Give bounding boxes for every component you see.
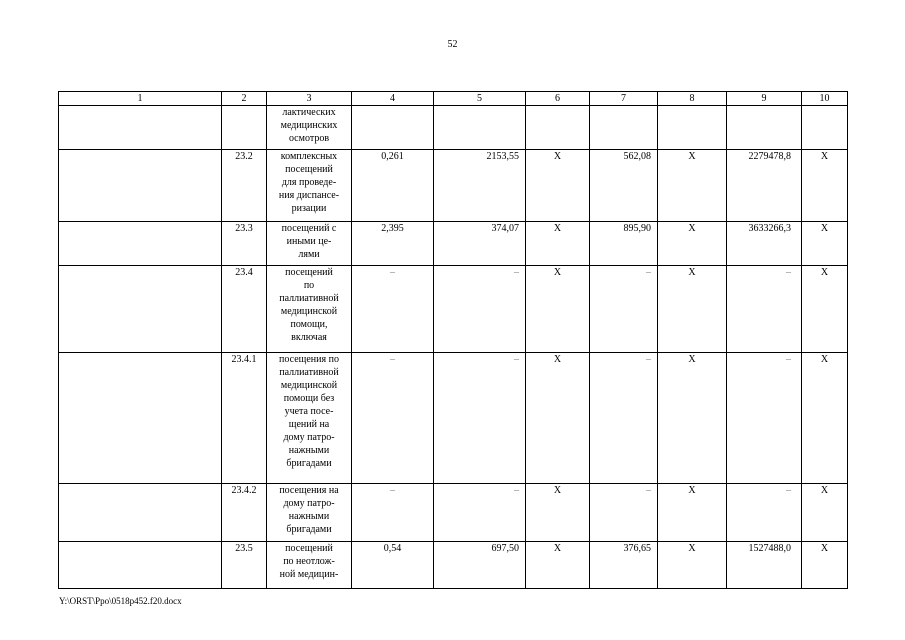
column-number: 1	[59, 92, 222, 106]
description-line: комплексных	[280, 151, 338, 162]
col7-cell: –	[590, 353, 658, 484]
description-line: дому патро-	[283, 432, 335, 443]
volume-cell	[352, 106, 434, 150]
description-line: ризации	[291, 203, 327, 214]
item-number-cell: 23.4.2	[222, 484, 267, 542]
description-line: бригадами	[286, 458, 332, 469]
description-line: посещений	[285, 543, 333, 554]
col6-cell: X	[526, 353, 590, 484]
item-description-cell	[267, 484, 352, 542]
cost-cell: 374,07	[434, 222, 526, 266]
col10-cell: X	[802, 484, 848, 542]
cost-cell: 2153,55	[434, 150, 526, 222]
description-line: посещений	[285, 267, 333, 278]
col6-cell	[526, 106, 590, 150]
col7-cell: 376,65	[590, 542, 658, 589]
cost-cell: 697,50	[434, 542, 526, 589]
cost-cell: –	[434, 266, 526, 353]
item-number-cell: 23.4	[222, 266, 267, 353]
table-row	[59, 542, 848, 589]
col8-cell	[658, 106, 727, 150]
col9-cell: 2279478,8	[727, 150, 802, 222]
table-row	[59, 484, 848, 542]
description-line: ния диспансе-	[278, 190, 340, 201]
column-number: 4	[352, 92, 434, 106]
col6-cell: X	[526, 222, 590, 266]
col10-cell: X	[802, 353, 848, 484]
item-description-cell	[267, 353, 352, 484]
description-line: по	[303, 280, 315, 291]
volume-cell: 0,54	[352, 542, 434, 589]
description-line: лями	[298, 249, 320, 260]
description-line: включая	[291, 332, 327, 343]
column-number: 6	[526, 92, 590, 106]
description-line: медицинской	[280, 380, 338, 391]
col7-cell: –	[590, 266, 658, 353]
description-line: для проведе-	[281, 177, 337, 188]
description-line: посещений с	[281, 223, 337, 234]
column-number: 3	[267, 92, 352, 106]
col6-cell: X	[526, 542, 590, 589]
row-group-cell	[59, 150, 222, 222]
col10-cell: X	[802, 150, 848, 222]
volume-cell: 0,261	[352, 150, 434, 222]
column-number: 10	[802, 92, 848, 106]
description-line: ной медицин-	[279, 569, 339, 580]
column-number: 2	[222, 92, 267, 106]
description-line: учета посе-	[284, 406, 334, 417]
table-row	[59, 150, 848, 222]
table-row	[59, 106, 848, 150]
page-number: 52	[447, 39, 458, 50]
col9-cell: 3633266,3	[727, 222, 802, 266]
item-description-cell	[267, 106, 352, 150]
col9-cell: –	[727, 266, 802, 353]
col9-cell: –	[727, 484, 802, 542]
description-line: помощи без	[283, 393, 335, 404]
description-line: посещений	[285, 164, 333, 175]
description-line: медицинской	[280, 306, 338, 317]
cost-cell	[434, 106, 526, 150]
description-line: паллиативной	[279, 293, 339, 304]
table-row	[59, 266, 848, 353]
item-description-cell	[267, 542, 352, 589]
description-line: нажными	[288, 445, 330, 456]
description-line: помощи,	[290, 319, 328, 330]
row-group-cell	[59, 106, 222, 150]
col6-cell: X	[526, 266, 590, 353]
item-number-cell	[222, 106, 267, 150]
col9-cell: –	[727, 353, 802, 484]
description-line: иными це-	[286, 236, 332, 247]
col7-cell	[590, 106, 658, 150]
footer-file-path: Y:\ORST\Ppo\0518p452.f20.docx	[59, 596, 182, 606]
item-number-cell: 23.3	[222, 222, 267, 266]
column-number: 8	[658, 92, 727, 106]
item-number-cell: 23.5	[222, 542, 267, 589]
description-line: посещения на	[279, 485, 339, 496]
col8-cell: X	[658, 484, 727, 542]
col7-cell: 895,90	[590, 222, 658, 266]
col7-cell: –	[590, 484, 658, 542]
volume-cell: –	[352, 484, 434, 542]
description-line: щений на	[288, 419, 330, 430]
col9-cell: 1527488,0	[727, 542, 802, 589]
col8-cell: X	[658, 542, 727, 589]
column-number-row	[59, 92, 848, 106]
item-description-cell	[267, 222, 352, 266]
cost-cell: –	[434, 353, 526, 484]
tariff-table	[58, 91, 848, 589]
table-row	[59, 222, 848, 266]
table-row	[59, 353, 848, 484]
item-description-cell	[267, 266, 352, 353]
row-group-cell	[59, 266, 222, 353]
description-line: посещения по	[279, 354, 339, 365]
col10-cell: X	[802, 222, 848, 266]
item-description-cell	[267, 150, 352, 222]
description-line: дому патро-	[283, 498, 335, 509]
volume-cell: –	[352, 353, 434, 484]
col6-cell: X	[526, 150, 590, 222]
row-group-cell	[59, 222, 222, 266]
column-number: 7	[590, 92, 658, 106]
col9-cell	[727, 106, 802, 150]
item-number-cell: 23.2	[222, 150, 267, 222]
cost-cell: –	[434, 484, 526, 542]
col8-cell: X	[658, 266, 727, 353]
col10-cell: X	[802, 266, 848, 353]
col10-cell	[802, 106, 848, 150]
description-line: нажными	[288, 511, 330, 522]
item-number-cell: 23.4.1	[222, 353, 267, 484]
row-group-cell	[59, 484, 222, 542]
description-line: паллиативной	[279, 367, 339, 378]
col8-cell: X	[658, 150, 727, 222]
col8-cell: X	[658, 353, 727, 484]
column-number: 5	[434, 92, 526, 106]
description-line: осмотров	[288, 133, 330, 144]
volume-cell: –	[352, 266, 434, 353]
col8-cell: X	[658, 222, 727, 266]
description-line: медицинских	[280, 120, 338, 131]
column-number: 9	[727, 92, 802, 106]
volume-cell: 2,395	[352, 222, 434, 266]
description-line: по неотлож-	[283, 556, 335, 567]
row-group-cell	[59, 542, 222, 589]
row-group-cell	[59, 353, 222, 484]
col7-cell: 562,08	[590, 150, 658, 222]
description-line: бригадами	[286, 524, 332, 535]
col10-cell: X	[802, 542, 848, 589]
description-line: лактических	[282, 107, 336, 118]
col6-cell: X	[526, 484, 590, 542]
